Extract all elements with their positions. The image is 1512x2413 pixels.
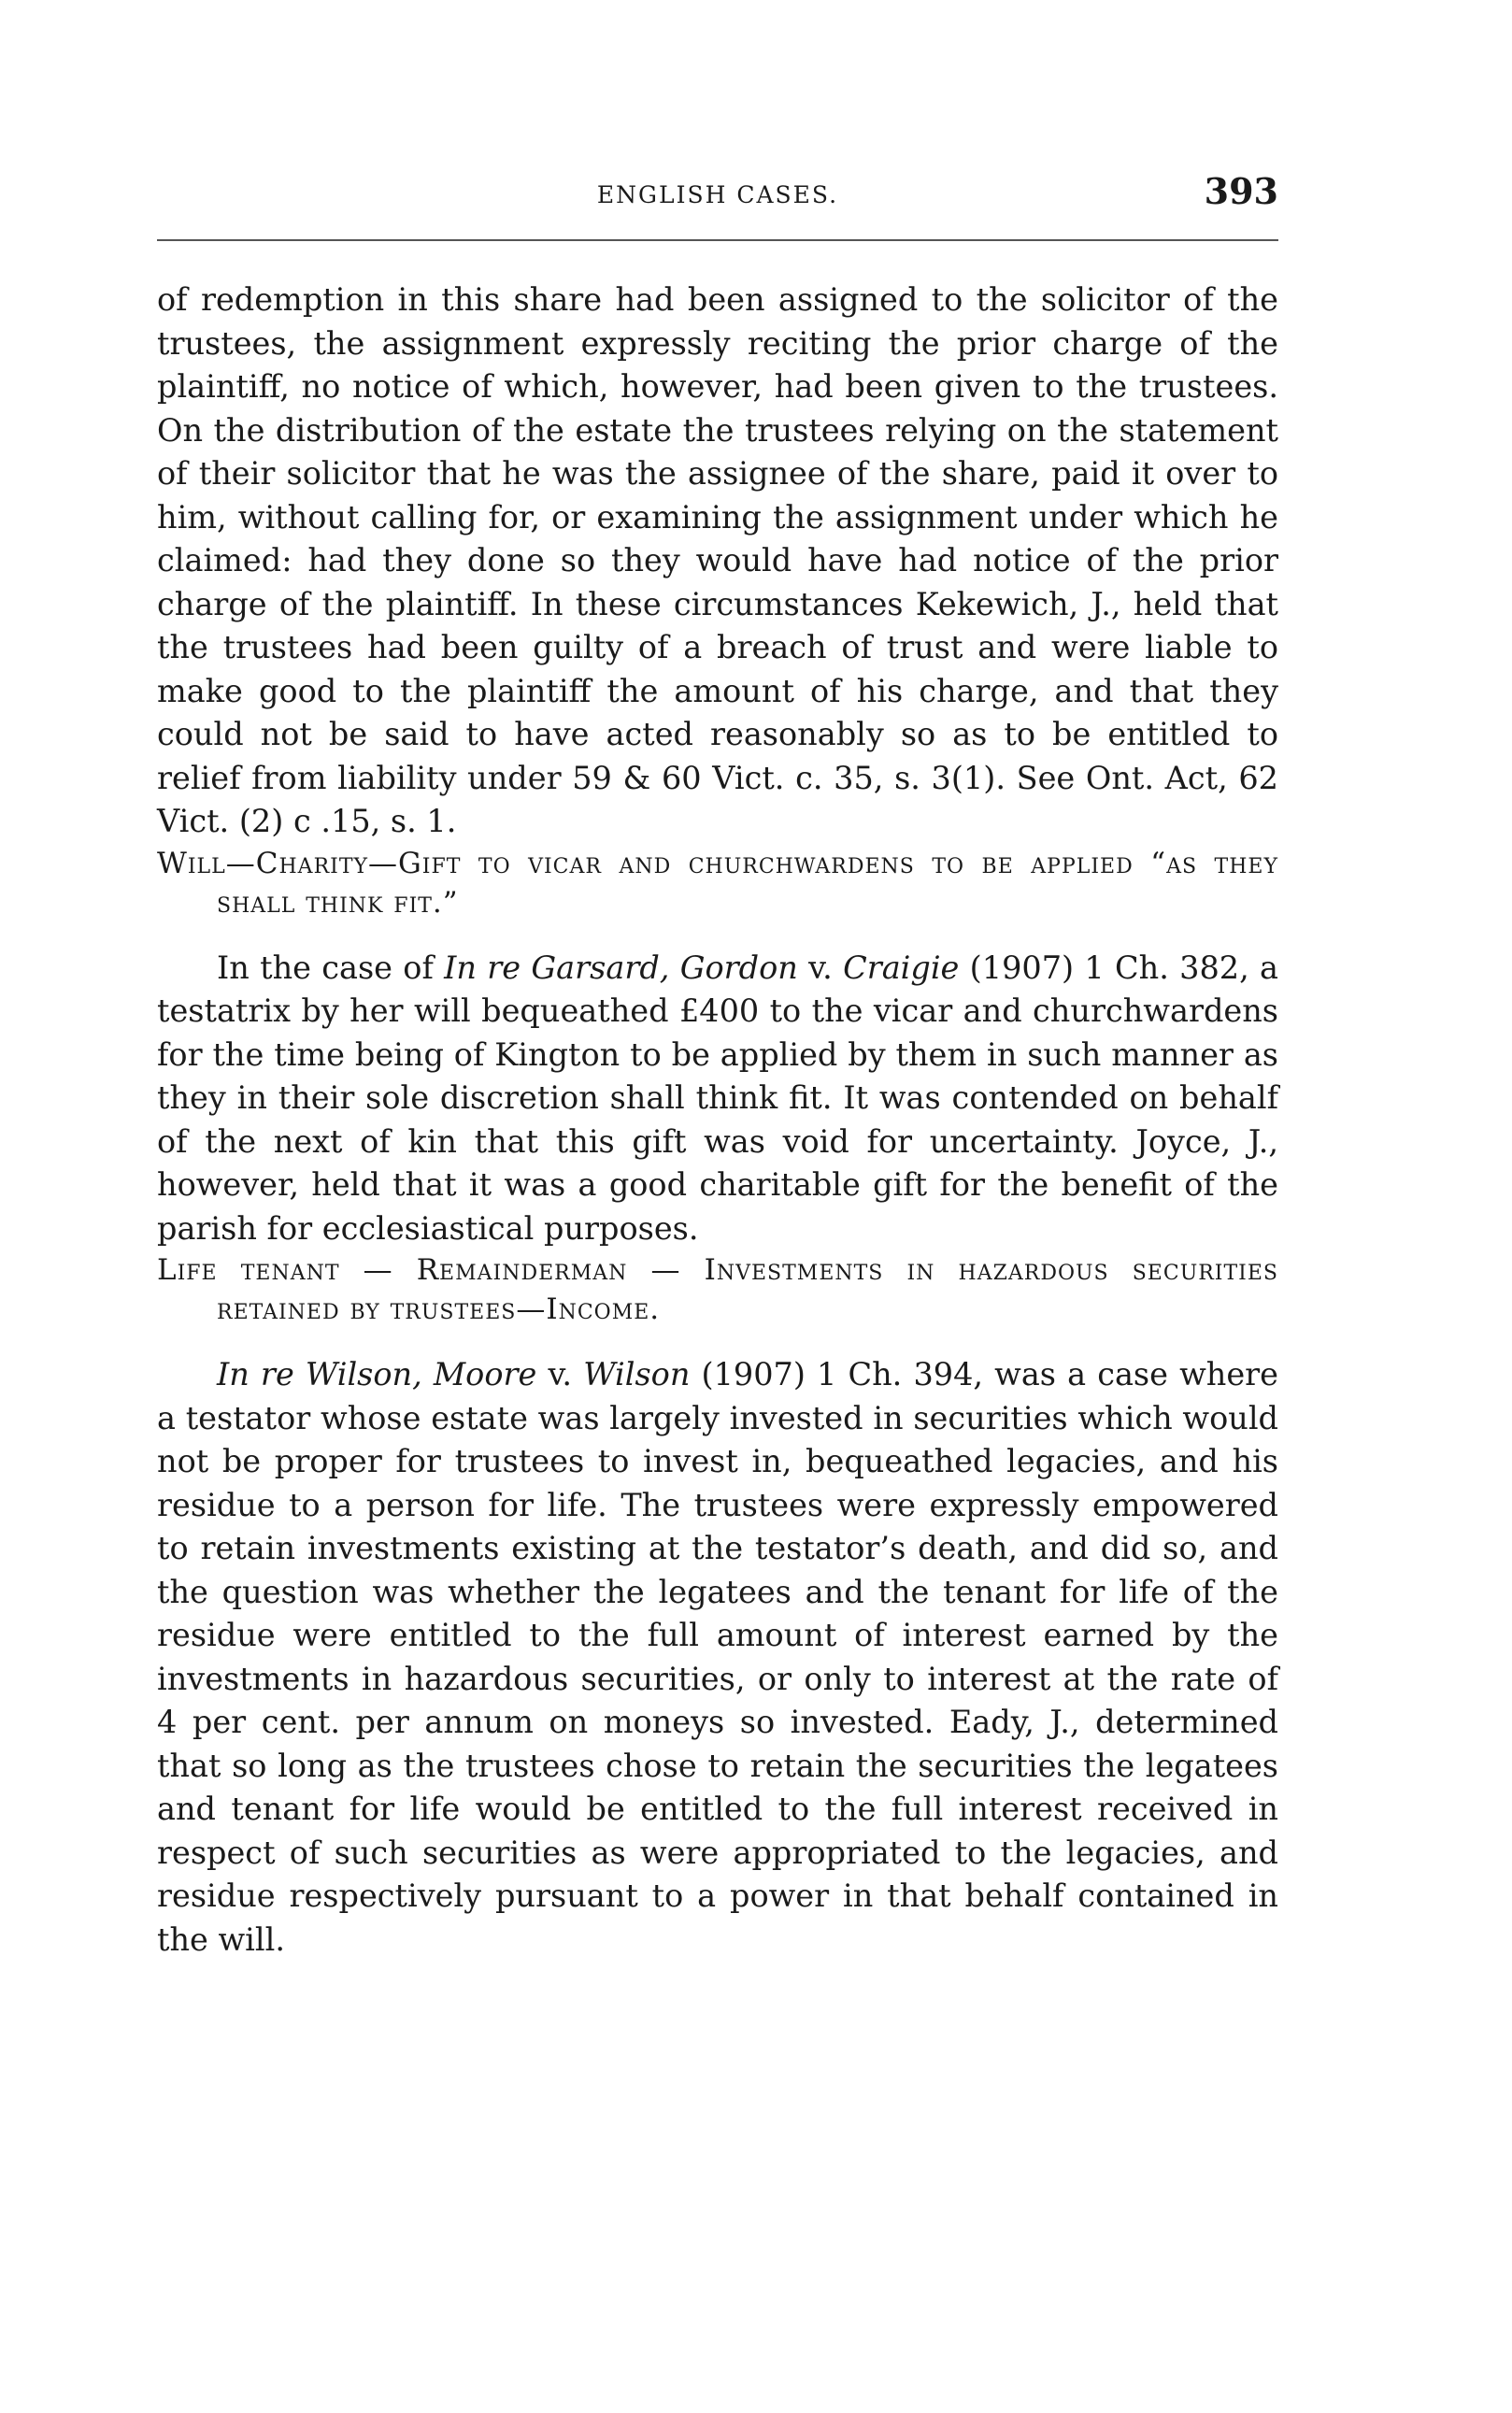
case-versus: v.: [536, 1356, 584, 1392]
section-heading-will-charity: Will—Charity—Gift to vicar and churchwardens to be applied “as they shall think fit.”: [157, 846, 1278, 920]
case-name: In re Wilson, Moore: [217, 1356, 537, 1392]
page-body: [157, 278, 1278, 1962]
case-versus: v.: [797, 949, 844, 986]
case-name: In re Garsard, Gordon: [444, 949, 798, 986]
running-title: ENGLISH CASES.: [596, 181, 839, 208]
case-body: (1907) 1 Ch. 382, a testatrix by her will bequeathed £400 to the vicar and churchwardens for the time being of Kington to be applied by them in such manner as they in their sole discretion shall think fit. It was contended on behalf of the next of kin that this gift was void for uncertainty. Joyce, J., however, held that it was a good charitable gift for the benefit of the parish for ecclesiastical purposes.: [157, 949, 1278, 1247]
case-name-respondent: Craigie: [843, 949, 960, 986]
section-paragraph-wilson: [157, 1353, 1278, 1962]
page-number: 393: [1204, 170, 1278, 212]
section-paragraph-garsard: [157, 947, 1278, 1251]
section-heading-life-tenant: Life tenant — Remainderman — Investments in hazardous securities retained by trustees—Income.: [157, 1253, 1278, 1326]
case-name-respondent: Wilson: [583, 1356, 691, 1392]
continued-paragraph: of redemption in this share had been assigned to the solicitor of the trustees, the assignment expressly reciting the prior charge of the plaintiff, no notice of which, however, had been given to the trustees. On the distribution of the estate the trustees relying on the statement of their solicitor that he was the assignee of the share, paid it over to him, without calling for, or examining the assignment under which he claimed: had they done so they would have had notice of the prior charge of the plaintiff. In these circumstances Kekewich, J., held that the trustees had been guilty of a breach of trust and were liable to make good to the plaintiff the amount of his charge, and that they could not be said to have acted reasonably so as to be entitled to relief from liability under 59 & 60 Vict. c. 35, s. 3(1). See Ont. Act, 62 Vict. (2) c .15, s. 1.: [157, 281, 1278, 839]
header-rule: [157, 239, 1278, 241]
case-body: (1907) 1 Ch. 394, was a case where a testator whose estate was largely invested in securities which would not be proper for trustees to invest in, bequeathed legacies, and his residue to a person for life. The trustees were expressly empowered to retain investments existing at the testator’s death, and did so, and the question was whether the legatees and the tenant for life of the residue were entitled to the full amount of interest earned by the investments in hazardous securities, or only to interest at the rate of 4 per cent. per annum on moneys so invested. Eady, J., determined that so long as the trustees chose to retain the securities the legatees and tenant for life would be entitled to the full interest received in respect of such securities as were appropriated to the legacies, and residue respectively pursuant to a power in that behalf contained in the will.: [157, 1356, 1278, 1958]
case-prefix: In the case of: [217, 949, 445, 986]
page-header: [157, 170, 1278, 232]
